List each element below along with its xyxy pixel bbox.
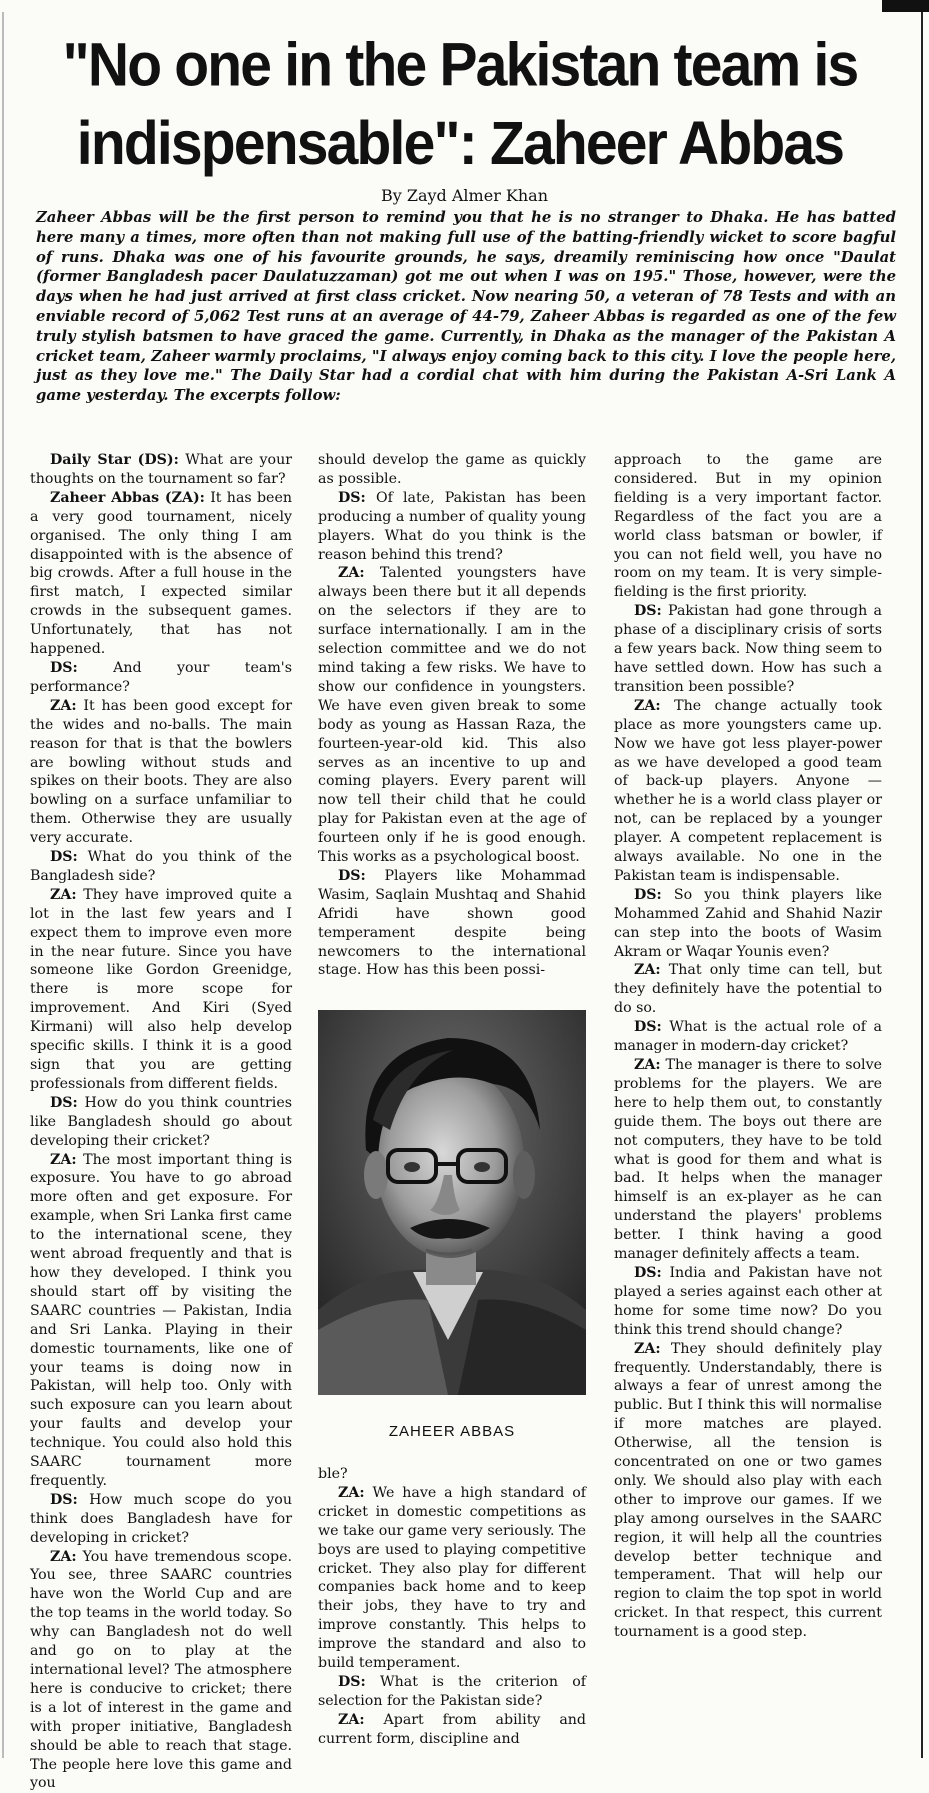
speaker-label: ZA: (50, 1151, 77, 1168)
paragraph-text: Talented youngsters have always been there but it all depends on the selectors if they are to surface internationally. I am in the selection committee and we do not mind taking a few risks. We have to show our confidence in youngsters. We have even given break to some body as young as Hassan Raza, the fourteen-year-old kid. This also serves as an incentive to up and coming players. Every parent will now tell their child that he could play for Pakistan even at the age of fourteen only if he is good enough. This works as a psychological boost. (318, 565, 586, 866)
speaker-label: DS: (50, 849, 78, 866)
speaker-label: DS: (634, 1019, 662, 1036)
paragraph-text: Apart from ability and current form, discipline and (318, 1711, 586, 1747)
paragraph-text: The manager is there to solve problems for the players. We are here to help them out, to constantly guide them. The boys out there are not computers, they have to be told what is good for them and what is bad. It helps when the manager himself is an ex-player as he can understand the players' problems better. I think having a good manager definitely affects a team. (614, 1057, 882, 1263)
speaker-label: DS: (338, 867, 366, 884)
interview-paragraph (30, 1548, 292, 1793)
interview-paragraph (318, 1673, 586, 1711)
paragraph-text: What are your thoughts on the tournament so far? (30, 452, 292, 487)
frame-right-rule (921, 12, 923, 1758)
interview-paragraph (318, 451, 586, 489)
paragraph-text: Of late, Pakistan has been producing a number of quality young players. What do you think is the reason behind this trend? (318, 489, 586, 563)
paragraph-text: The most important thing is exposure. You have to go abroad more often and get exposure. For example, when Sri Lanka first came to the international scene, they went abroad frequently and that is how they developed. I think you should start off by visiting the SAARC countries — Pakistan, India and Sri Lanka. Playing in their domestic tournaments, like one of your teams is doing now in Pakistan, will help too. Only with such exposure can you learn about your faults and develop your technique. You could also hold this SAARC tournament more frequently. (30, 1151, 292, 1489)
interview-paragraph (318, 1711, 586, 1749)
paragraph-text: How much scope do you think does Bangladesh have for developing in cricket? (30, 1491, 292, 1546)
interview-paragraph (318, 489, 586, 565)
speaker-label: Zaheer Abbas (ZA): (50, 489, 205, 506)
speaker-label: DS: (338, 1673, 366, 1690)
photo-caption: ZAHEER ABBAS (388, 1423, 516, 1440)
paragraph-text: What is the criterion of selection for the Pakistan side? (318, 1673, 586, 1709)
interview-paragraph (30, 1151, 292, 1491)
zaheer-abbas-photo (318, 1010, 586, 1395)
top-bar (0, 0, 929, 12)
interview-paragraph (614, 1018, 882, 1056)
speaker-label: ZA: (634, 962, 661, 979)
speaker-label: DS: (338, 489, 366, 506)
paragraph-text: And your team's performance? (30, 659, 292, 695)
frame-left-edge (2, 12, 4, 1758)
paragraph-text: The change actually took place as more youngsters came up. Now we have got less player-power as we have developed a good team of back-up players. Anyone — whether he is a world class player or not, can be replaced by a younger player. A competent replacement is always available. No one in the Pakistan team is indispensable. (614, 697, 882, 884)
interview-paragraph (614, 697, 882, 886)
speaker-label: DS: (50, 659, 78, 676)
interview-paragraph (614, 451, 882, 602)
interview-paragraph (318, 1484, 586, 1673)
intro-paragraph: Zaheer Abbas will be the first person to remind you that he is no stranger to Dhaka. He has batted here many a times, more often than not making full use of the batting-friendly wicket to score bagful of runs. Dhaka was one of his favourite grounds, he says, dreamily reminiscing how once "Daulat (former Bangladesh pacer Daulatuzzaman) got me out when I was on 195." Those, however, were the days when he had just arrived at first class cricket. Now nearing 50, a veteran of 78 Tests and with an enviable record of 5,062 Test runs at an average of 44-79, Zaheer Abbas is regarded as one of the few truly stylish batsmen to have graced the game. Currently, in Dhaka as the manager of the Pakistan A cricket team, Zaheer warmly proclaims, "I always enjoy coming back to this city. I love the people here, just as they love me." The Daily Star had a cordial chat with him during the Pakistan A-Sri Lank A game yesterday. The excerpts follow: (36, 209, 896, 405)
paragraph-text: Pakistan had gone through a phase of a disciplinary crisis of sorts a few years back. Now thing seem to have settled down. How has such a transition been possible? (614, 603, 882, 695)
interview-paragraph (614, 961, 882, 1018)
interview-paragraph (614, 1056, 882, 1264)
interview-paragraph (614, 602, 882, 697)
speaker-label: ZA: (338, 1711, 365, 1728)
speaker-label: ZA: (50, 1548, 77, 1565)
speaker-label: Daily Star (DS): (50, 452, 179, 468)
top-bar-dark-block (882, 0, 929, 12)
speaker-label: ZA: (338, 1484, 365, 1501)
column-1 (30, 451, 292, 1792)
paragraph-text: They have improved quite a lot in the last few years and I expect them to improve even more in the near future. Since you have someone like Gordon Greenidge, there is more scope for improvement. And Kiri (Syed Kirmani) will also help develop specific skills. I think it is a good sign that you are getting professionals from different fields. (30, 886, 292, 1092)
paragraph-text: should develop the game as quickly as possible. (318, 452, 586, 487)
column-2-top (318, 451, 586, 991)
paragraph-text: It has been a very good tournament, nicely organised. The only thing I am disappointed with is the absence of big crowds. After a full house in the first match, I expected similar crowds in the subsequent games. Unfortunately, that has not happened. (30, 489, 292, 658)
speaker-label: DS: (634, 603, 662, 620)
interview-paragraph (30, 451, 292, 489)
speaker-label: ZA: (634, 1340, 661, 1357)
paragraph-text: How do you think countries like Bangladesh should go about developing their cricket? (30, 1094, 292, 1149)
interview-paragraph (318, 1465, 586, 1484)
paragraph-text: You have tremendous scope. You see, three SAARC countries have won the World Cup and are the top teams in the world today. So why can Bangladesh not do well and go on to play at the international level? The atmosphere here is conducive to cricket; there is a lot of interest in the game and with proper initiative, Bangladesh should be able to reach that stage. The people here love this game and you (30, 1548, 292, 1792)
interview-paragraph (30, 1491, 292, 1548)
speaker-label: DS: (50, 1491, 78, 1508)
paragraph-text: India and Pakistan have not played a series against each other at home for some time now? Do you think this trend should change? (614, 1264, 882, 1338)
headline: "No one in the Pakistan team is indispensable": Zaheer Abbas (62, 30, 858, 179)
interview-paragraph (614, 886, 882, 962)
paragraph-text: It has been good except for the wides and no-balls. The main reason for that is that the bowlers are bowling without studs and spikes on their boots. They are also bowling on a surface unfamiliar to them. Otherwise they are usually very accurate. (30, 697, 292, 847)
interview-paragraph (318, 564, 586, 867)
speaker-label: DS: (634, 886, 662, 903)
paragraph-text: Players like Mohammad Wasim, Saqlain Mushtaq and Shahid Afridi have shown good temperament despite being newcomers to the international stage. How has this been possi- (318, 867, 586, 979)
column-2-bottom (318, 1465, 586, 1755)
paragraph-text: So you think players like Mohammed Zahid and Shahid Nazir can step into the boots of Wasim Akram or Waqar Younis even? (614, 886, 882, 960)
speaker-label: ZA: (50, 886, 77, 903)
paragraph-text: They should definitely play frequently. Understandably, there is always a fear of unrest among the public. But I think this will normalise if more matches are played. Otherwise, all the tension is concentrated on one or two games only. We should also play with each other to improve our games. If we play among ourselves in the SAARC region, it will help all the countries develop better technique and temperament. That will help our region to claim the top spot in world cricket. In that respect, this current tournament is a good step. (614, 1340, 882, 1641)
interview-paragraph (30, 697, 292, 848)
interview-paragraph (30, 489, 292, 659)
paragraph-text: What do you think of the Bangladesh side? (30, 849, 292, 884)
portrait-illustration (318, 1010, 586, 1395)
interview-paragraph (30, 1094, 292, 1151)
speaker-label: DS: (634, 1264, 662, 1281)
speaker-label: DS: (50, 1094, 78, 1111)
byline: By Zayd Almer Khan (380, 186, 549, 205)
speaker-label: ZA: (338, 565, 365, 582)
speaker-label: ZA: (50, 697, 77, 714)
paragraph-text: ble? (318, 1466, 348, 1482)
paragraph-text: That only time can tell, but they definitely have the potential to do so. (614, 962, 882, 1017)
interview-paragraph (30, 848, 292, 886)
interview-paragraph (318, 867, 586, 980)
speaker-label: ZA: (634, 697, 661, 714)
speaker-label: ZA: (634, 1057, 661, 1073)
paragraph-text: approach to the game are considered. But in my opinion fielding is a very important factor. Regardless of the fact you are a world class batsman or bowler, if you can not field well, you have no room on my team. It is very simple-fielding is the first priority. (614, 452, 882, 601)
interview-paragraph (30, 659, 292, 697)
interview-paragraph (614, 1340, 882, 1643)
column-3 (614, 451, 882, 1751)
interview-paragraph (614, 1264, 882, 1340)
interview-paragraph (30, 886, 292, 1094)
paragraph-text: What is the actual role of a manager in modern-day cricket? (614, 1019, 882, 1055)
paragraph-text: We have a high standard of cricket in domestic competitions as we take our game very seriously. The boys are used to playing competitive cricket. They also play for different companies back home and to keep their jobs, they have to try and improve constantly. This helps to improve the standard and also to build temperament. (318, 1484, 586, 1672)
